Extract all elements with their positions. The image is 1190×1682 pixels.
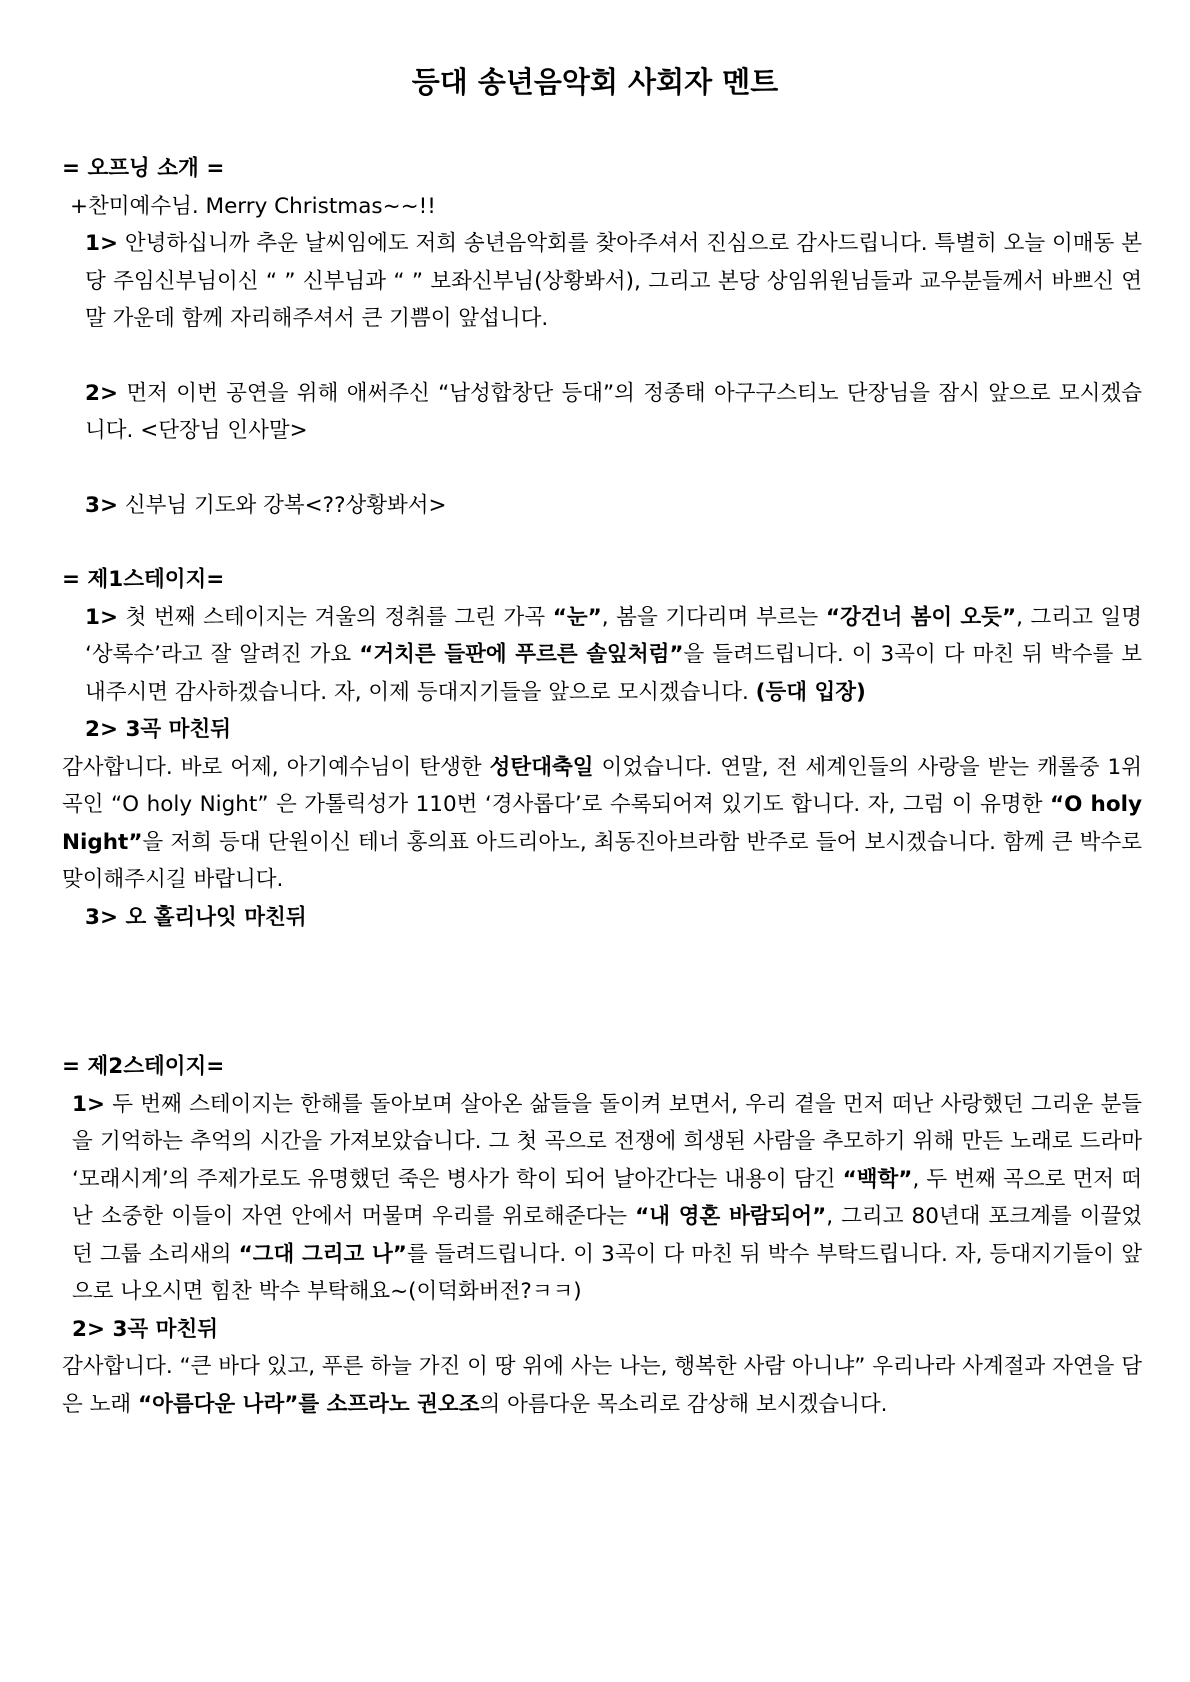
item-number: 1> (72, 1091, 105, 1117)
opening-greeting: +찬미예수님. Merry Christmas~~!! (70, 193, 436, 219)
stage1-subheading-3: 3> 오 홀리나잇 마친뒤 (85, 904, 307, 930)
spacer (62, 936, 1142, 1048)
stage2-paragraph-1: 1> 두 번째 스테이지는 한해를 돌아보며 살아온 삶들을 돌이켜 보면서, 우리 곁을 먼저 떠난 사랑했던 그리운 분들을 기억하는 추억의 시간을 가져보았습니다. 그 첫 곡으로 전쟁에 희생된 사람을 추모하기 위해 만든 노래로 드라마 ‘모래시계’의 주제가로도 유명했던 죽은 병사가 학이 되어 날아간다는 내용이 담긴 “백학”, 두 번째 곡으로 먼저 떠난 소중한 이들이 자연 안에서 머물며 우리를 위로해준다는 “내 영혼 바람되어”, 그리고 80년대 포크계를 이끌었던 그룹 소리새의 “그대 그리고 나”를 들려드립니다. 이 3곡이 다 마친 뒤 박수 부탁드립니다. 자, 등대지기들이 앞으로 나오시면 힘찬 박수 부탁해요~(이덕화버전?ㅋㅋ) (72, 1091, 1142, 1304)
item-number: 3> (85, 492, 118, 518)
stage2-paragraph-2: 감사합니다. “큰 바다 있고, 푸른 하늘 가진 이 땅 위에 사는 나는, 행복한 사람 아니냐” 우리나라 사계절과 자연을 담은 노래 “아름다운 나라”를 소프라노 권오조의 아름다운 목소리로 감상해 보시겠습니다. (62, 1354, 1142, 1417)
opening-paragraph-3: 3> 신부님 기도와 강복<??상황봐서> (85, 492, 447, 518)
item-number: 2> (85, 380, 118, 406)
stage1-paragraph-2: 감사합니다. 바로 어제, 아기예수님이 탄생한 성탄대축일 이었습니다. 연말, 전 세계인들의 사랑을 받는 캐롤중 1위곡인 “O holy Night” 은 가톨릭성가 110번 ‘경사롭다’로 수록되어져 있기도 합니다. 자, 그럼 이 유명한 “O holy Night”을 저희 등대 단원이신 테너 홍의표 아드리아노, 최동진아브라함 반주로 들어 보시겠습니다. 함께 큰 박수로 맞이해주시길 바랍니다. (62, 754, 1143, 892)
spacer (62, 450, 1142, 487)
stage1-subheading-2: 2> 3곡 마친뒤 (85, 717, 231, 742)
item-number: 1> (85, 231, 118, 256)
spacer (62, 338, 1142, 375)
spacer (62, 524, 1142, 561)
stage2-heading: = 제2스테이지= (62, 1054, 225, 1079)
stage2-subheading-2: 2> 3곡 마친뒤 (72, 1316, 218, 1342)
stage1-paragraph-1: 1> 첫 번째 스테이지는 겨울의 정취를 그린 가곡 “눈”, 봄을 기다리며 부르는 “강건너 봄이 오듯”, 그리고 일명 ‘상록수’라고 잘 알려진 가요 “거치른 들판에 푸르른 솔잎처럼”을 들려드립니다. 이 3곡이 다 마친 뒤 박수를 보내주시면 감사하겠습니다. 자, 이제 등대지기들을 앞으로 모시겠습니다. (등대 입장) (85, 604, 1143, 705)
opening-paragraph-1: 1> 안녕하십니까 추운 날씨임에도 저희 송년음악회를 찾아주셔서 진심으로 감사드립니다. 특별히 오늘 이매동 본당 주임신부님이신 “ ” 신부님과 “ ” 보좌신부님(상황봐서), 그리고 본당 상임위원님들과 교우분들께서 바쁘신 연말 가운데 함께 자리해주셔서 큰 기쁨이 앞섭니다. (85, 231, 1142, 331)
opening-heading: = 오프닝 소개 = (62, 156, 225, 181)
opening-paragraph-2: 2> 먼저 이번 공연을 위해 애써주신 “남성합창단 등대”의 정종태 아구구스티노 단장님을 잠시 앞으로 모시겠습니다. <단장님 인사말> (85, 380, 1142, 443)
stage1-heading: = 제1스테이지= (62, 567, 225, 592)
item-number: 1> (85, 604, 118, 630)
document-body (62, 150, 1142, 1423)
document-title: 등대 송년음악회 사회자 멘트 (411, 65, 779, 99)
